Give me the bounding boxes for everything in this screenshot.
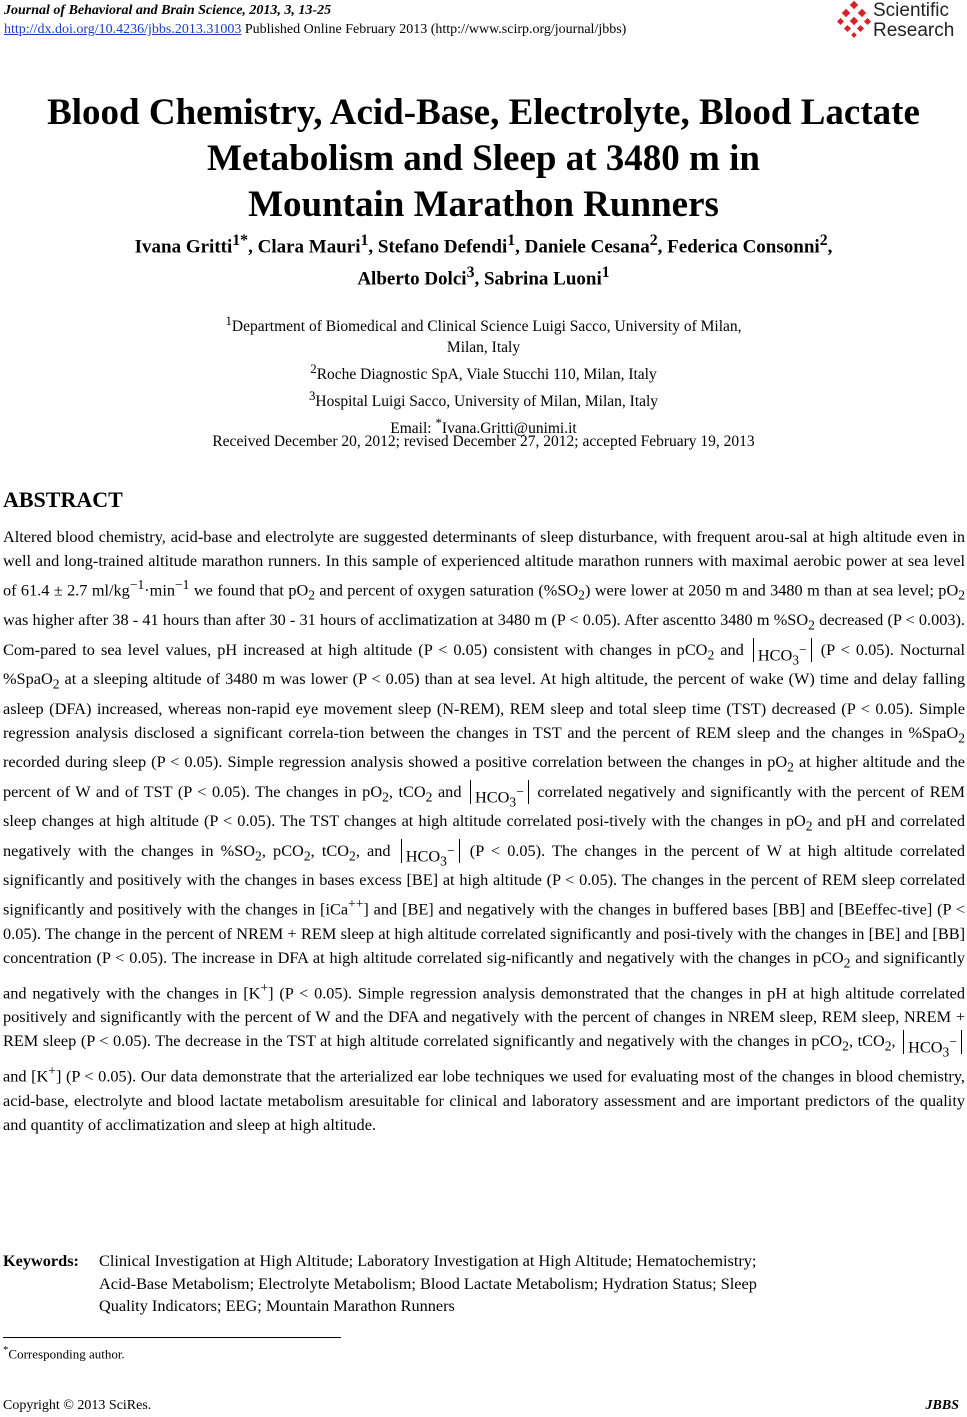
copyright: Copyright © 2013 SciRes. — [3, 1398, 152, 1413]
email-sup: * — [435, 415, 442, 431]
author-name: , Daniele Cesana — [515, 236, 650, 258]
logo-text — [873, 1, 954, 41]
abstract-body: Altered blood chemistry, acid-base and electrolyte are suggested determinants of sleep disturbance, with frequent arou-sal at high altitude even in well and long-trained altitude marathon runners. In this sample of experienced altitude marathon runners with maximal aerobic power at sea level of 61.4 ± 2.7 $ml/kg^{-1}\cdot\min^{-1}$ we found that $pO_2$ and percent of oxygen saturation $(\%SO_2)$ were lower at 2050 m and 3480 m than at sea level; $pO_2$ was higher after 38 - 41 hours than after 30 - 31 hours of acclimatization at 3480 m (P < 0.05). After ascentto 3480 m $\%SO_2$ decreased (P < 0.003). Com-pared to sea level values, pH increased at high altitude (P < 0.05) consistent with changes in pCO$_2$ and $HCO_3^-$ (P < 0.05). Nocturnal %SpaO$_2$ at a sleeping altitude of 3480 m was lower (P < 0.05) than at sea level. At high altitude, the percent of wake (W) time and delay falling asleep (DFA) increased, whereas non-rapid eye movement sleep (N-REM), REM sleep and total sleep time (TST) decreased (P < 0.05). Simple regression analysis disclosed a significant correla-tion between the changes in TST and the percent of REM sleep and the changes in %SpaO$_2$ recorded during sleep (P < 0.05). Simple regression analysis showed a positive correlation between the changes in $pO_2$ at higher altitude and the percent of W and of TST (P < 0.05). The changes in $pO_2$, tCO$_2$ and $HCO_3^-$ correlated negatively and significantly with the percent of REM sleep changes at high altitude (P < 0.05). The TST changes at high altitude correlated posi-tively with the changes in $pO_2$ and pH and correlated negatively with the changes in $\%SO_2$, pCO$_2$, tCO$_2$, and $HCO_3^-$ (P < 0.05). The changes in the percent of W at high altitude correlated significantly and positively with the changes in bases excess [BE] at high altitude (P < 0.05). The changes in the percent of REM sleep correlated significantly and positively with the changes in [iCa++] and [BE] and negatively with the changes in buffered bases [BB] and [BEeffec-tive] (P < 0.05). The change in the percent of NREM + REM sleep at high altitude correlated significantly and posi-tively with the changes in [BE] and [BB] concentration (P < 0.05). The increase in DFA at high altitude correlated sig-nificantly and negatively with the changes in pCO$_2$ and significantly and negatively with the changes in [K+] (P < 0.05). Simple regression analysis demonstrated that the changes in pH at high altitude correlated positively and significantly with the percent of W and the DFA and negatively with the percent of changes in NREM sleep, REM sleep, NREM + REM sleep (P < 0.05). The decrease in the TST at high altitude correlated significantly and negatively with the changes in pCO$_2$, tCO$_2$, $HCO_3^-$ and [K+] (P < 0.05). Our data demonstrate that the arterialized ear lobe techniques we used for evaluating most of the changes in blood chemistry, acid-base, electrolyte and blood lactate metabolism aresuitable for clinical and laboratory assessment and are important predictors of the quality and quantity of acclimatization and sleep at high altitude. — [3, 527, 966, 1134]
author-separator: , — [827, 236, 833, 258]
author-affil-sup: 2 — [649, 232, 658, 249]
keywords-line: Clinical Investigation at High Altitude; Laboratory Investigation at High Altitude; Hematochemistry; — [99, 1251, 757, 1270]
author-list — [0, 228, 967, 293]
doi-line — [4, 22, 626, 38]
abstract-heading: ABSTRACT — [3, 487, 123, 512]
title-line1: Blood Chemistry, Acid-Base, Electrolyte, Blood Lactate — [47, 92, 920, 133]
author-name: , Sabrina Luoni — [474, 268, 602, 290]
affil-sup: 1 — [225, 313, 232, 328]
journal-header — [4, 3, 331, 19]
publisher-logo — [837, 0, 967, 46]
author-affil-sup: 1* — [232, 232, 249, 249]
keywords-line: Acid-Base Metabolism; Electrolyte Metabolism; Blood Lactate Metabolism; Hydration Status; Sleep — [99, 1273, 757, 1293]
logo-text-line2: Research — [873, 20, 955, 41]
affil-sup: 2 — [310, 361, 317, 377]
author-affil-sup: 1 — [601, 264, 610, 282]
author-name: , Stefano Defendi — [368, 236, 508, 258]
affiliation-2: Roche Diagnostic SpA, Viale Stucchi 110, Milan, Italy — [316, 366, 657, 384]
paper-title — [0, 90, 967, 228]
author-affil-sup: 2 — [819, 232, 828, 249]
author-affil-sup: 1 — [507, 232, 516, 249]
doi-link[interactable]: http://dx.doi.org/10.4236/jbbs.2013.31003 — [4, 22, 242, 37]
journal-abbreviation: JBBS — [925, 1398, 959, 1413]
affiliation-3: Hospital Luigi Sacco, University of Milan, Milan, Italy — [315, 393, 659, 411]
keywords-label: Keywords: — [3, 1251, 79, 1270]
author-name: Ivana Gritti — [134, 236, 233, 258]
author-affil-sup: 1 — [360, 232, 369, 249]
logo-text-line1: Scientific — [873, 0, 950, 21]
published-info: Published Online February 2013 (http://www.scirp.org/journal/jbbs) — [241, 22, 627, 37]
bicarbonate-formula: $HCO_3^-$ — [470, 780, 529, 804]
keywords-line: Quality Indicators; EEG; Mountain Marathon Runners — [99, 1296, 455, 1315]
bicarbonate-formula: $HCO_3^-$ — [903, 1030, 962, 1054]
journal-volume: , 2013, 3, 13-25 — [242, 3, 332, 18]
affiliation-1: Department of Biomedical and Clinical Science Luigi Sacco, University of Milan, — [231, 318, 742, 336]
title-line3: Mountain Marathon Runners — [248, 184, 719, 225]
keywords-list — [99, 1250, 919, 1318]
affiliations — [0, 310, 967, 440]
author-affil-sup: 3 — [466, 264, 475, 282]
bicarbonate-formula: $HCO_3^-$ — [401, 839, 460, 863]
title-line2: Metabolism and Sleep at 3480 m in — [207, 138, 760, 179]
affil-sup: 3 — [308, 388, 316, 404]
email-label: Email: — [390, 420, 436, 438]
author-name: , Federica Consonni — [657, 236, 820, 258]
author-name: , Clara Mauri — [248, 236, 361, 258]
email-address[interactable]: Ivana.Gritti@unimi.it — [441, 420, 577, 438]
footnote-text: Corresponding author. — [8, 1346, 125, 1362]
footnote — [3, 1344, 125, 1362]
author-name: Alberto Dolci — [357, 268, 467, 290]
footnote-sup: * — [3, 1344, 9, 1356]
bicarbonate-formula: $HCO_3^-$ — [753, 638, 812, 662]
footnote-divider — [3, 1337, 341, 1338]
journal-name: Journal of Behavioral and Brain Science — [4, 3, 243, 18]
received-dates: Received December 20, 2012; revised December 27, 2012; accepted February 19, 2013 — [212, 433, 755, 450]
affiliation-1-cont: Milan, Italy — [446, 339, 521, 357]
scientific-research-logo-icon — [837, 0, 873, 44]
